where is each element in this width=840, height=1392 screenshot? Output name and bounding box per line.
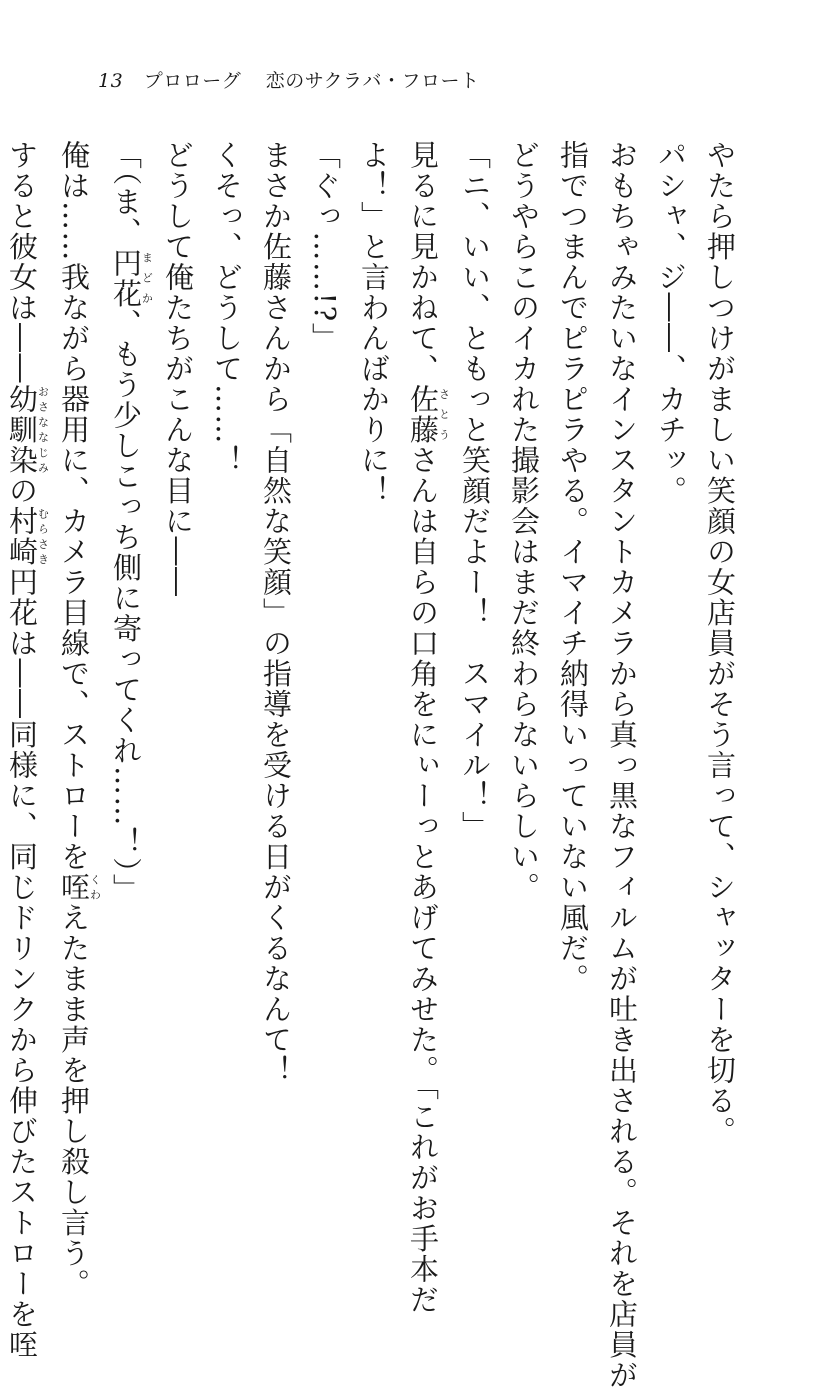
text-segment: 円花は――同様に、同じドリンクから伸びたストローを咥 <box>5 567 39 1360</box>
text-segment: さんは自らの口角をにぃーっとあげてみせた。「これがお手本だ <box>406 445 440 1315</box>
text-line: おもちゃみたいなインスタントカメラから真っ黒なフィルムが吐き出される。それを店員が <box>605 140 639 1391</box>
ruby-base: 佐藤 <box>406 384 440 445</box>
text-line: パシャ、ジ――、カチッ。 <box>654 140 688 506</box>
ruby-annotation <box>5 384 50 476</box>
text-line: 指でつまんでピラピラやる。イマイチ納得いっていない風だ。 <box>556 140 590 994</box>
text-segment: の <box>5 475 39 506</box>
text-line: くそっ、どうして……！ <box>210 140 244 476</box>
text-line: 「ニ、いい、ともっと笑顔だよー！ スマイル！」 <box>458 140 492 842</box>
ruby-annotation <box>109 247 154 309</box>
ruby-reading: むらさき <box>36 506 50 567</box>
ruby-base: 幼馴染 <box>5 384 39 476</box>
text-line: よ！」と言わんばかりに！ <box>357 140 391 506</box>
ruby-annotation <box>5 506 50 567</box>
text-line <box>0 140 50 1360</box>
ruby-reading: おさななじみ <box>36 384 50 476</box>
ruby-annotation <box>406 384 451 445</box>
text-segment: 見るに見かねて、 <box>406 140 440 384</box>
text-line <box>49 140 102 1299</box>
ruby-reading: さとう <box>437 384 451 445</box>
ruby-base: 円花 <box>109 247 143 309</box>
text-line: やたら押しつけがましい笑顔の女店員がそう言って、シャッターを切る。 <box>703 140 737 1147</box>
text-segment: 、もう少しこっち側に寄ってくれ……！）」 <box>109 308 143 904</box>
text-segment: すると彼女は―― <box>5 140 39 384</box>
text-segment: えたまま声を押し殺し言う。 <box>57 902 91 1299</box>
ruby-reading: まどか <box>140 247 154 309</box>
text-segment: 俺は……我ながら器用に、カメラ目線で、ストローを <box>57 140 91 872</box>
ruby-base: 咥 <box>57 872 91 903</box>
text-line: 「ぐっ……!?」 <box>308 140 342 354</box>
ruby-base: 村崎 <box>5 506 39 567</box>
ruby-reading: くわ <box>88 872 102 903</box>
running-header <box>98 66 480 93</box>
text-line: どうやらこのイカれた撮影会はまだ終わらないらしい。 <box>507 140 541 903</box>
text-line: どうして俺たちがこんな目に―― <box>161 140 195 598</box>
text-line <box>398 140 451 1315</box>
page-number: 13 <box>98 70 124 92</box>
text-line <box>101 140 153 1140</box>
ruby-annotation <box>57 872 102 903</box>
text-line: まさか佐藤さんから「自然な笑顔」の指導を受ける日がくるなんて！ <box>259 140 293 1086</box>
text-segment: 「（ま、 <box>109 140 143 248</box>
vertical-body-text <box>5 140 744 1391</box>
book-title: 恋のサクラバ・フロート <box>265 70 480 92</box>
chapter-label: プロローグ <box>143 70 242 92</box>
